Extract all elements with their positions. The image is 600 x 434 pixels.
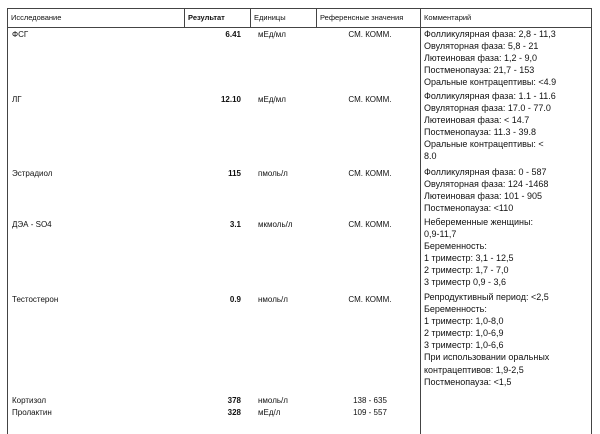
comment-line: 8.0 — [424, 151, 437, 162]
row-cortisol-reference: 138 - 635 — [353, 396, 387, 405]
comment-line: При использовании оральных — [424, 352, 550, 363]
results-table — [7, 8, 592, 434]
row-dhea-comments — [424, 216, 592, 289]
row-prolactin-name: Пролактин — [12, 408, 52, 417]
comment-line: Овуляторная фаза: 5,8 - 21 — [424, 41, 539, 52]
row-cortisol-value: 378 — [227, 396, 241, 405]
row-prolactin-value: 328 — [227, 408, 241, 417]
comment-line: 3 триместр: 1,0-6,6 — [424, 340, 504, 351]
comment-line: 2 триместр: 1,7 - 7,0 — [424, 265, 509, 276]
row-lh-value: 12.10 — [220, 95, 241, 104]
comment-line: Беременность: — [424, 241, 487, 252]
row-cortisol-unit: нмоль/л — [258, 396, 288, 405]
comment-line: Оральные контрацептивы: <4.9 — [424, 77, 557, 88]
row-prolactin-reference: 109 - 557 — [353, 408, 387, 417]
row-cortisol-name: Кортизол — [12, 396, 47, 405]
comment-line: Небеременные женщины: — [424, 217, 533, 227]
header-units: Единицы — [251, 9, 317, 27]
comment-line: Овуляторная фаза: 124 -1468 — [424, 179, 549, 190]
comment-line: контрацептивов: 1,9-2,5 — [424, 364, 524, 375]
comment-line: 1 триместр: 1,0-8,0 — [424, 316, 504, 327]
row-estradiol-name: Эстрадиол — [12, 169, 53, 178]
comment-line: Фолликулярная фаза: 0 - 587 — [424, 167, 547, 177]
row-estradiol-unit: пмоль/л — [258, 169, 288, 178]
header-reference: Референсные значения — [317, 9, 421, 27]
row-prolactin-unit: мЕд/л — [258, 408, 281, 417]
comment-line: Постменопауза: 11.3 - 39.8 — [424, 127, 537, 138]
row-fsh-comments — [424, 28, 592, 88]
header-result: Результат — [185, 9, 251, 27]
comment-line: 0,9-11,7 — [424, 229, 457, 240]
row-dhea-reference: СМ. КОММ. — [348, 220, 392, 229]
row-estradiol-value: 115 — [228, 169, 241, 178]
row-dhea-unit: мкмоль/л — [258, 220, 293, 229]
row-fsh-value: 6.41 — [225, 30, 241, 39]
header-comment: Комментарий — [424, 13, 472, 22]
row-lh-reference: СМ. КОММ. — [348, 95, 392, 104]
comment-line: 1 триместр: 3,1 - 12,5 — [424, 253, 514, 264]
comment-line: Лютеиновая фаза: 1,2 - 9,0 — [424, 53, 538, 64]
row-testosterone-value: 0.9 — [229, 295, 241, 304]
row-testosterone-unit: нмоль/л — [258, 295, 288, 304]
header-test: Исследование — [8, 9, 185, 27]
comment-line: Оральные контрацептивы: < — [424, 139, 544, 150]
row-testosterone-reference: СМ. КОММ. — [348, 295, 392, 304]
comment-line: Фолликулярная фаза: 1.1 - 11.6 — [424, 91, 556, 101]
row-lh-unit: мЕд/мл — [258, 95, 286, 104]
row-testosterone-comments — [424, 291, 592, 388]
comment-line: Овуляторная фаза: 17.0 - 77.0 — [424, 103, 551, 114]
comment-line: Фолликулярная фаза: 2,8 - 11,3 — [424, 29, 556, 39]
comment-line: Лютеиновая фаза: < 14.7 — [424, 115, 530, 126]
row-lh-comments — [424, 90, 592, 163]
row-testosterone-name: Тестостерон — [12, 295, 59, 304]
comment-line: Постменопауза: 21,7 - 153 — [424, 65, 535, 76]
row-fsh-name: ФСГ — [12, 30, 29, 39]
row-dhea-value: 3.1 — [229, 220, 241, 229]
row-fsh-reference: СМ. КОММ. — [348, 30, 392, 39]
comment-line: Лютеиновая фаза: 101 - 905 — [424, 191, 543, 202]
row-estradiol-comments — [424, 166, 592, 214]
comment-column-divider — [420, 27, 421, 434]
comment-line: 3 триместр 0,9 - 3,6 — [424, 277, 507, 288]
comment-line: Репродуктивный период: <2,5 — [424, 292, 549, 302]
comment-line: Постменопауза: <110 — [424, 203, 514, 214]
row-dhea-name: ДЭА - SO4 — [12, 220, 52, 229]
comment-line: 2 триместр: 1,0-6,9 — [424, 328, 504, 339]
row-lh-name: ЛГ — [12, 95, 22, 104]
comment-line: Беременность: — [424, 304, 487, 315]
row-estradiol-reference: СМ. КОММ. — [348, 169, 392, 178]
row-fsh-unit: мЕд/мл — [258, 30, 286, 39]
comment-line: Постменопауза: <1,5 — [424, 376, 512, 387]
